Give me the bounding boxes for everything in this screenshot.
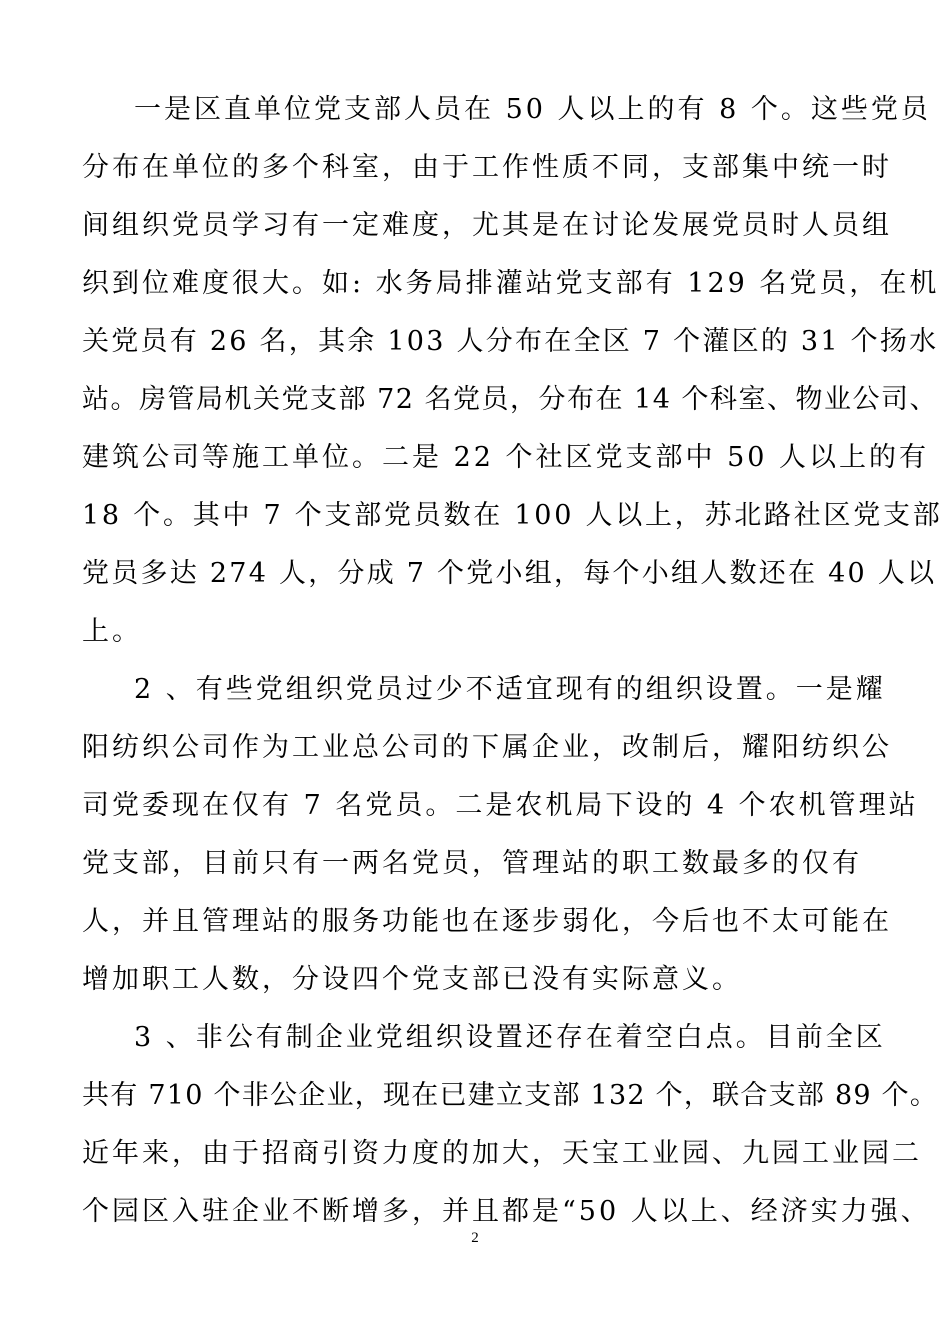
paragraph-line: 阳纺织公司作为工业总公司的下属企业，改制后，耀阳纺织公 — [82, 732, 892, 763]
paragraph-line: 建筑公司等施工单位。二是 22 个社区党支部中 50 人以上的有 — [82, 442, 930, 473]
paragraph-line: 织到位难度很大。如: 水务局排灌站党支部有 129 名党员，在机 — [82, 268, 940, 299]
paragraph-line: 司党委现在仅有 7 名党员。二是农机局下设的 4 个农机管理站 — [82, 790, 919, 821]
paragraph-line: 18 个。其中 7 个支部党员数在 100 人以上，苏北路社区党支部 — [82, 500, 943, 531]
paragraph-line: 3 、非公有制企业党组织设置还存在着空白点。目前全区 — [134, 1022, 886, 1053]
paragraph-line: 分布在单位的多个科室，由于工作性质不同，支部集中统一时 — [82, 152, 892, 183]
paragraph-line: 近年来，由于招商引资力度的加大，天宝工业园、九园工业园二 — [82, 1138, 922, 1169]
paragraph-line: 关党员有 26 名，其余 103 人分布在全区 7 个灌区的 31 个扬水 — [82, 326, 939, 357]
paragraph-line: 站。房管局机关党支部 72 名党员，分布在 14 个科室、物业公司、 — [82, 384, 939, 415]
paragraph-line: 上。 — [82, 616, 142, 647]
paragraph-line: 人，并且管理站的服务功能也在逐步弱化，今后也不太可能在 — [82, 906, 892, 937]
paragraph-line: 个园区入驻企业不断增多，并且都是“50 人以上、经济实力强、 — [82, 1196, 931, 1227]
paragraph-line: 党支部，目前只有一两名党员，管理站的职工数最多的仅有 — [82, 848, 862, 879]
page-number: 2 — [471, 1230, 479, 1246]
paragraph-line: 增加职工人数，分设四个党支部已没有实际意义。 — [82, 964, 742, 995]
paragraph-line: 2 、有些党组织党员过少不适宜现有的组织设置。一是耀 — [134, 674, 886, 705]
paragraph-line: 党员多达 274 人，分成 7 个党小组，每个小组人数还在 40 人以 — [82, 558, 937, 589]
paragraph-line: 一是区直单位党支部人员在 50 人以上的有 8 个。这些党员 — [134, 94, 931, 125]
paragraph-line: 共有 710 个非公企业，现在已建立支部 132 个，联合支部 89 个。 — [82, 1080, 939, 1111]
paragraph-line: 间组织党员学习有一定难度，尤其是在讨论发展党员时人员组 — [82, 210, 892, 241]
